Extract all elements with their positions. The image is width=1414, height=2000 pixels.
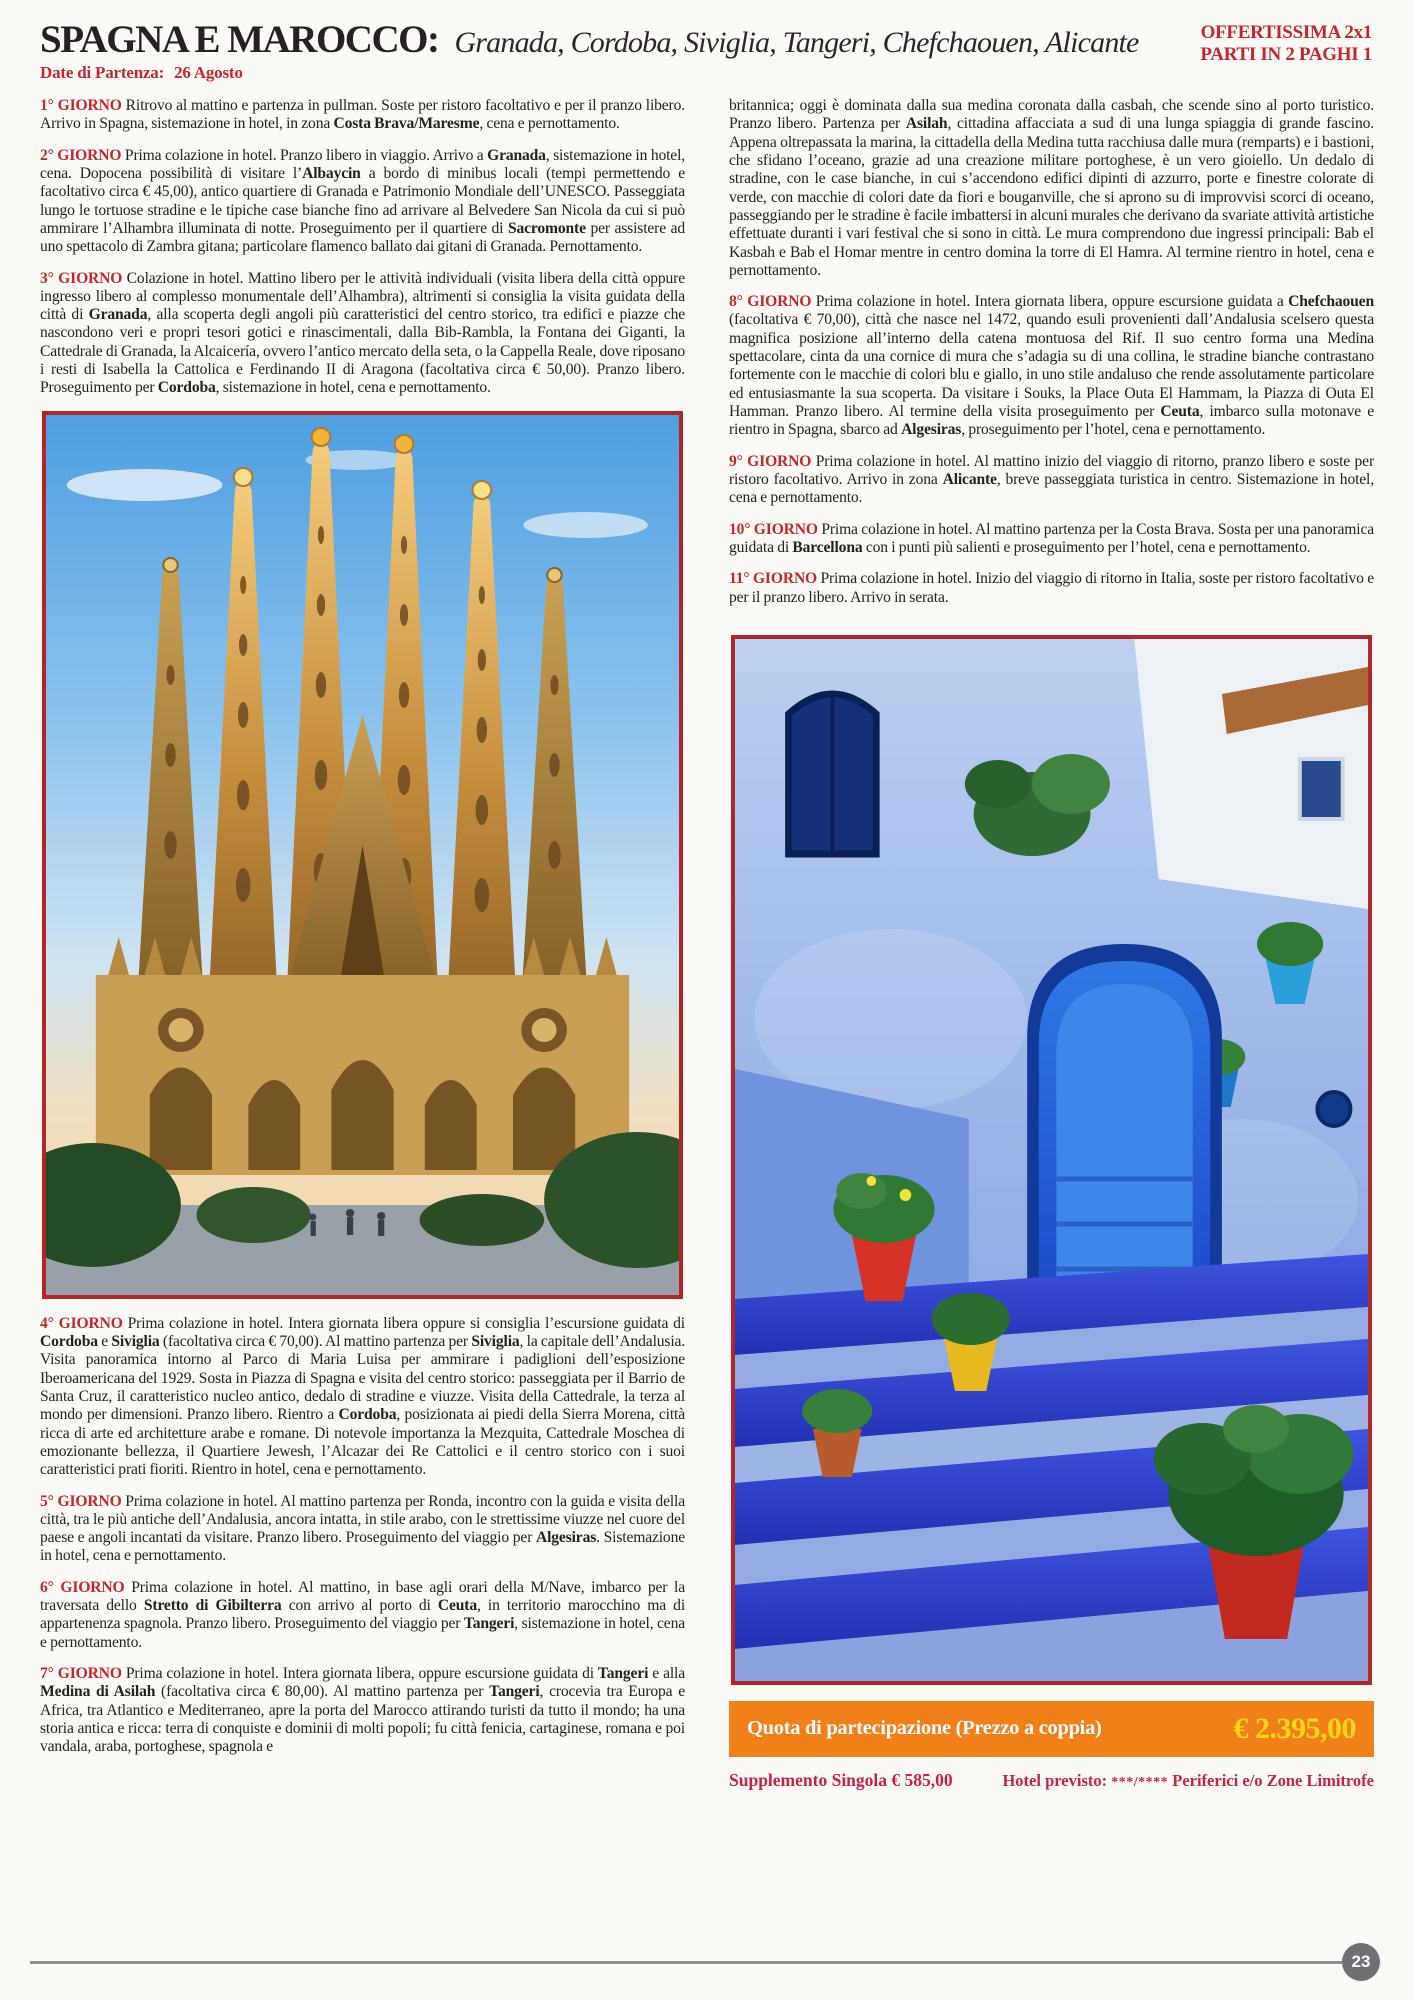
day-3-paragraph [40, 270, 685, 398]
day-4-label: 4° GIORNO [40, 1314, 123, 1332]
day-6-label: 6° GIORNO [40, 1578, 125, 1596]
right-column [729, 97, 1374, 1791]
day-2-label: 2° GIORNO [40, 146, 122, 164]
day-6-paragraph [40, 1579, 685, 1652]
offer-line-1: OFFERTISSIMA 2x1 [1200, 22, 1372, 43]
price-value: € 2.395,00 [1233, 1711, 1356, 1745]
left-column [40, 97, 685, 1791]
day-8-text: Prima colazione in hotel. Intera giornata libera, oppure escursione guidata a Chefchaouen (facoltativa € 70,00), città che nasce nel 1472, quando esuli provenienti dall’Andalusia scelsero questa magnifica posizione all’interno della catena montuosa del Rif. Il suo centro forma una Medina spettacolare, cinta da una cornice di mura che s’adagia su di una collina, le stradine bianche contrastano fortemente con le macchie di colori blu e giallo, in uno stile andaluso che rende assolutamente particolare ed entusiasmante la sua scoperta. Da visitare i Souks, la Place Outa El Hammam, la Piazza di Outa El Hamman. Pranzo libero. Al termine della visita proseguimento per Ceuta, imbarco sulla motonave e rientro in Spagna, sbarco ad Algesiras, proseguimento per l’hotel, cena e pernottamento. [729, 293, 1374, 439]
page-number: 23 [1351, 1952, 1371, 1971]
page-subtitle: Granada, Cordoba, Siviglia, Tangeri, Chefchaouen, Alicante [454, 26, 1139, 59]
day-5-paragraph [40, 1493, 685, 1566]
day-7-text: Prima colazione in hotel. Intera giornata libera, oppure escursione guidata di Tangeri e alla Medina di Asilah (facoltativa circa € 80,00). Al mattino partenza per Tangeri, crocevia tra Europa e Africa, tra Atlantico e Mediterraneo, apre la porta del Marocco attirando turisti da tutto il mondo; ha una storia antica e ricca: terra di conquiste e dominii di molti popoli; fu città fenicia, cartaginese, romana e poi vandala, araba, portoghese, spagnola e [40, 1665, 686, 1756]
day-4-paragraph [40, 1315, 685, 1480]
offer-line-2: PARTI IN 2 PAGHI 1 [1200, 43, 1372, 65]
day-6-text: Prima colazione in hotel. Al mattino, in base agli orari della M/Nave, imbarco per la traversata dello Stretto di Gibilterra con arrivo al porto di Ceuta, in territorio marocchino ma di appartenenza spagnola. Pranzo libero. Proseguimento del viaggio per Tangeri, sistemazione in hotel, cena e pernottamento. [40, 1578, 685, 1651]
sagrada-familia-photo [42, 411, 683, 1299]
day-2-text: Prima colazione in hotel. Pranzo libero in viaggio. Arrivo a Granada, sistemazione in hotel, cena. Dopocena possibilità di visitare l’Albaycin a bordo di minibus locali (tempi permettendo e facoltativo circa € 45,00), antico quartiere di Granada e Patrimonio Mondiale dell’UNESCO. Passeggiata lungo le tortuose stradine e le tipiche case bianche fino ad arrivare al Belvedere San Nicola da cui si può ammirare l’Alhambra illuminata di notte. Proseguimento per il quartiere di Sacromonte per assistere ad uno spettacolo di Zambra gitana; particolare flamenco ballato dai gitani di Granada. Pernottamento. [40, 146, 685, 256]
page-header [0, 0, 1414, 83]
hotel-stars: ***/**** [1111, 1774, 1169, 1790]
single-supplement: Supplemento Singola € 585,00 [729, 1769, 953, 1790]
price-bar [729, 1701, 1374, 1757]
page-title: SPAGNA E MAROCCO: [40, 18, 439, 61]
hotel-label: Hotel previsto: [1002, 1770, 1108, 1790]
page-number-badge [1342, 1943, 1380, 1981]
day-9-label: 9° GIORNO [729, 452, 812, 470]
day-10-text: Prima colazione in hotel. Al mattino partenza per la Costa Brava. Sosta per una panoramica guidata di Barcellona con i punti più salienti e proseguimento per l’hotel, cena e pernottamento. [729, 520, 1374, 556]
departure-label: Date di Partenza: [40, 63, 165, 82]
day-5-text: Prima colazione in hotel. Al mattino partenza per Ronda, incontro con la guida e visita della città, tra le più antiche dell’Andalusia, ancora intatta, in stile arabo, con le strettissime viuzze nel cuore del paese e angoli incantati da visitare. Pranzo libero. Proseguimento del viaggio per Algesiras. Sistemazione in hotel, cena e pernottamento. [40, 1492, 685, 1565]
day-10-label: 10° GIORNO [729, 520, 818, 538]
itinerary-columns [0, 83, 1414, 1791]
day-7-continuation-paragraph [729, 97, 1374, 280]
day-7-paragraph [40, 1665, 685, 1757]
day-11-text: Prima colazione in hotel. Inizio del viaggio di ritorno in Italia, soste per ristoro facoltativo e per il pranzo libero. Arrivo in serata. [729, 570, 1375, 606]
day-3-text: Colazione in hotel. Mattino libero per le attività individuali (visita libera della città oppure ingresso libero al complesso monumentale dell’Alhambra), altrimenti si consiglia la visita guidata della città di Granada, alla scoperta degli angoli più caratteristici del centro storico, tra edifici e piazze che nascondono veri e propri tesori gotici e rinascimentali, dalla Bib-Rambla, la Fontana dei Giganti, la Cattedrale di Granada, la Alcaicería, ovvero l’antico mercato della seta, o la Cappella Reale, dove riposano i resti di Isabella la Cattolica e Ferdinando II di Aragona (facoltativa circa € 50,00). Pranzo libero. Proseguimento per Cordoba, sistemazione in hotel, cena e pernottamento. [40, 269, 686, 397]
special-offer-badge [1200, 22, 1372, 66]
day-1-paragraph [40, 97, 685, 134]
departure-date: 26 Agosto [174, 63, 243, 82]
day-7-continuation-text: britannica; oggi è dominata dalla sua medina coronata dalla casbah, che scende sino al porto turistico. Pranzo libero. Partenza per Asilah, cittadina affacciata a sud di una lunga spiaggia di grande fascino. Appena oltrepassata la marina, la cittadella della Medina tutta racchiusa dalle mura (remparts) e i bastioni, che sfidano l’oceano, grazie ad una creazione militare portoghese, è un vero gioiello. Un dedalo di stradine, con le case bianche, in cui s’accendono edifici dipinti di azzurro, porte e finestre colorate di verde, con macchie di colori date da fiori e bouganville, che si aprono su di improvvisi scorci di oceano, passeggiando per le stradine è facile imbattersi in alcuni murales che derivano da svariate attività artistiche effettuate duranti i vari festival che si sono in città. Le mura comprendono due ingressi principali: Bab el Kasbah e Bab el Homar mentre in centro domina la torre di El Hamra. Al termine rientro in hotel, cena e pernottamento. [729, 97, 1374, 279]
day-10-paragraph [729, 521, 1374, 558]
price-subline [729, 1770, 1374, 1791]
footer-rule [30, 1961, 1362, 1964]
day-5-label: 5° GIORNO [40, 1492, 122, 1510]
day-1-text: Ritrovo al mattino e partenza in pullman. Soste per ristoro facoltativo e per il pranzo libero. Arrivo in Spagna, sistemazione in hotel, in zona Costa Brava/Maresme, cena e pernottamento. [40, 97, 685, 133]
chefchaouen-illustration [735, 639, 1368, 1681]
departure-date-line [40, 63, 1374, 83]
day-3-label: 3° GIORNO [40, 269, 123, 287]
day-8-paragraph [729, 293, 1374, 440]
day-4-text: Prima colazione in hotel. Intera giornata libera oppure si consiglia l’escursione guidata di Cordoba e Siviglia (facoltativa circa € 70,00). Al mattino partenza per Siviglia, la capitale dell’Andalusia. Visita panoramica intorno al Parco di Maria Luisa per ammirare i padiglioni dell’esposizione Iberoamericana del 1929. Sosta in Piazza di Spagna e visita del centro storico: passeggiata per il Barrio de Santa Cruz, il caratteristico nucleo antico, dedalo di stradine e viuzze. Visita della Cattedrale, la terza al mondo per dimensioni. Pranzo libero. Rientro a Cordoba, posizionata ai piedi della Sierra Morena, città ricca di arte ed architetture arabe e romane. Di notevole importanza la Mezquita, Cattedrale Moschea di emozionante bellezza, il Quartiere Jewesh, l’Alcazar dei Re Cattolici e il centro storico con i suoi caratteristici prati fioriti. Rientro in hotel, cena e pernottamento. [40, 1314, 686, 1479]
price-label: Quota di partecipazione (Prezzo a coppia) [747, 1717, 1102, 1740]
day-8-label: 8° GIORNO [729, 293, 812, 311]
day-9-paragraph [729, 453, 1374, 508]
hotel-zone: Periferici e/o Zone Limitrofe [1172, 1770, 1374, 1790]
chefchaouen-photo [731, 635, 1372, 1685]
day-9-text: Prima colazione in hotel. Al mattino inizio del viaggio di ritorno, pranzo libero e soste per ristoro facoltativo. Arrivo in zona Alicante, breve passeggiata turistica in centro. Sistemazione in hotel, cena e pernottamento. [729, 452, 1374, 507]
sagrada-familia-illustration [46, 415, 679, 1295]
day-2-paragraph [40, 147, 685, 257]
day-11-label: 11° GIORNO [729, 570, 818, 588]
title-row [40, 20, 1374, 60]
day-7-label: 7° GIORNO [40, 1665, 122, 1682]
day-11-paragraph [729, 570, 1374, 607]
day-1-label: 1° GIORNO [40, 97, 122, 114]
hotel-info [1002, 1771, 1374, 1791]
